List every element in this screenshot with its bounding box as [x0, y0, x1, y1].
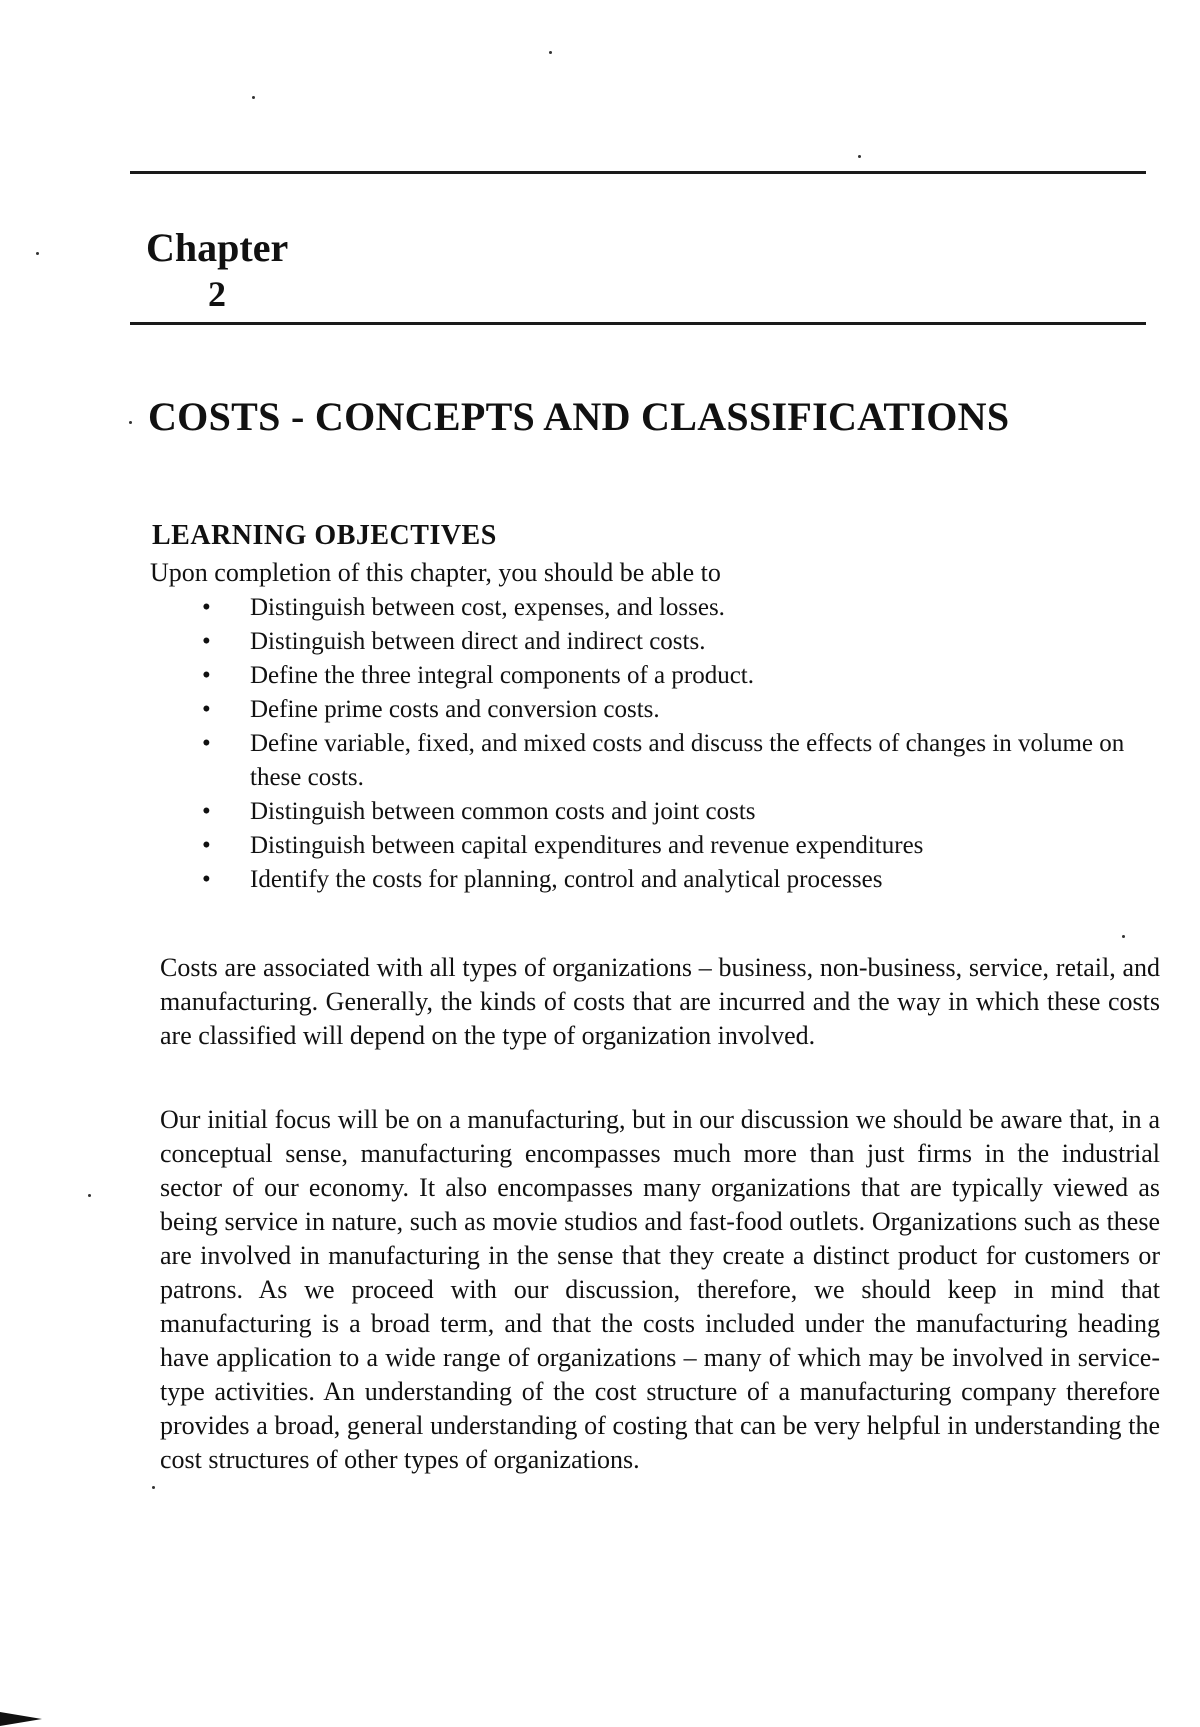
list-item-text: Define prime costs and conversion costs. [250, 696, 660, 723]
learning-objectives-intro: Upon completion of this chapter, you should be able to [150, 558, 721, 587]
list-item [200, 727, 1160, 795]
bullet-icon: • [202, 594, 211, 621]
body-paragraph-2: Our initial focus will be on a manufacturing, but in our discussion we should be aware that, in a conceptual sense, manufacturing encompasses much more than just firms in the industrial sector of our economy. It also encompasses many organizations that are typically viewed as being service in nature, such as movie studios and fast-food outlets. Organizations such as these are involved in manufacturing in the sense that they create a distinct product for customers or patrons. As we proceed with our discussion, therefore, we should keep in mind that manufacturing is a broad term, and that the costs included under the manufacturing heading have application to a wide range of organizations – many of which may be involved in service-type activities. An understanding of the cost structure of a manufacturing company therefore provides a broad, general understanding of costing that can be very helpful in understanding the cost structures of other types of organizations. [160, 1105, 1160, 1474]
list-item-text: Identify the costs for planning, control and analytical processes [250, 866, 883, 893]
scan-speck [152, 1486, 155, 1489]
list-item [200, 625, 1160, 659]
chapter-bottom-rule [130, 322, 1146, 325]
list-item-text: Distinguish between cost, expenses, and losses. [250, 594, 725, 621]
chapter-top-rule [130, 171, 1146, 174]
scan-speck [88, 1194, 91, 1197]
list-item [200, 863, 1160, 897]
list-item-text: Distinguish between direct and indirect costs. [250, 628, 706, 655]
chapter-title: COSTS - CONCEPTS AND CLASSIFICATIONS [148, 394, 1010, 439]
chapter-label: Chapter [146, 225, 289, 270]
list-item [200, 829, 1160, 863]
scan-speck [129, 421, 132, 424]
bullet-icon: • [202, 832, 211, 859]
margin-arrow-icon [0, 1712, 42, 1726]
learning-objectives-list [200, 591, 1160, 897]
bullet-icon: • [202, 628, 211, 655]
chapter-number: 2 [208, 274, 226, 314]
learning-objectives-heading: LEARNING OBJECTIVES [152, 520, 497, 551]
bullet-icon: • [202, 798, 211, 825]
bullet-icon: • [202, 866, 211, 893]
scan-speck [549, 51, 552, 54]
bullet-icon: • [202, 662, 211, 689]
body-paragraph-1: Costs are associated with all types of organizations – business, non-business, service, retail, and manufacturing. Generally, the kinds of costs that are incurred and the way in which these costs are classified will depend on the type of organization involved. [160, 953, 1160, 1050]
scan-speck [858, 155, 861, 158]
scan-speck [252, 96, 255, 99]
list-item-text: Distinguish between capital expenditures and revenue expenditures [250, 832, 924, 859]
bullet-icon: • [202, 730, 211, 757]
list-item-text: Distinguish between common costs and joint costs [250, 798, 756, 825]
scan-speck [1122, 935, 1125, 938]
list-item [200, 659, 1160, 693]
list-item-text: Define variable, fixed, and mixed costs and discuss the effects of changes in volume on these costs. [250, 730, 1125, 791]
list-item [200, 693, 1160, 727]
list-item [200, 795, 1160, 829]
list-item [200, 591, 1160, 625]
bullet-icon: • [202, 696, 211, 723]
scan-speck [36, 252, 39, 255]
list-item-text: Define the three integral components of a product. [250, 662, 754, 689]
